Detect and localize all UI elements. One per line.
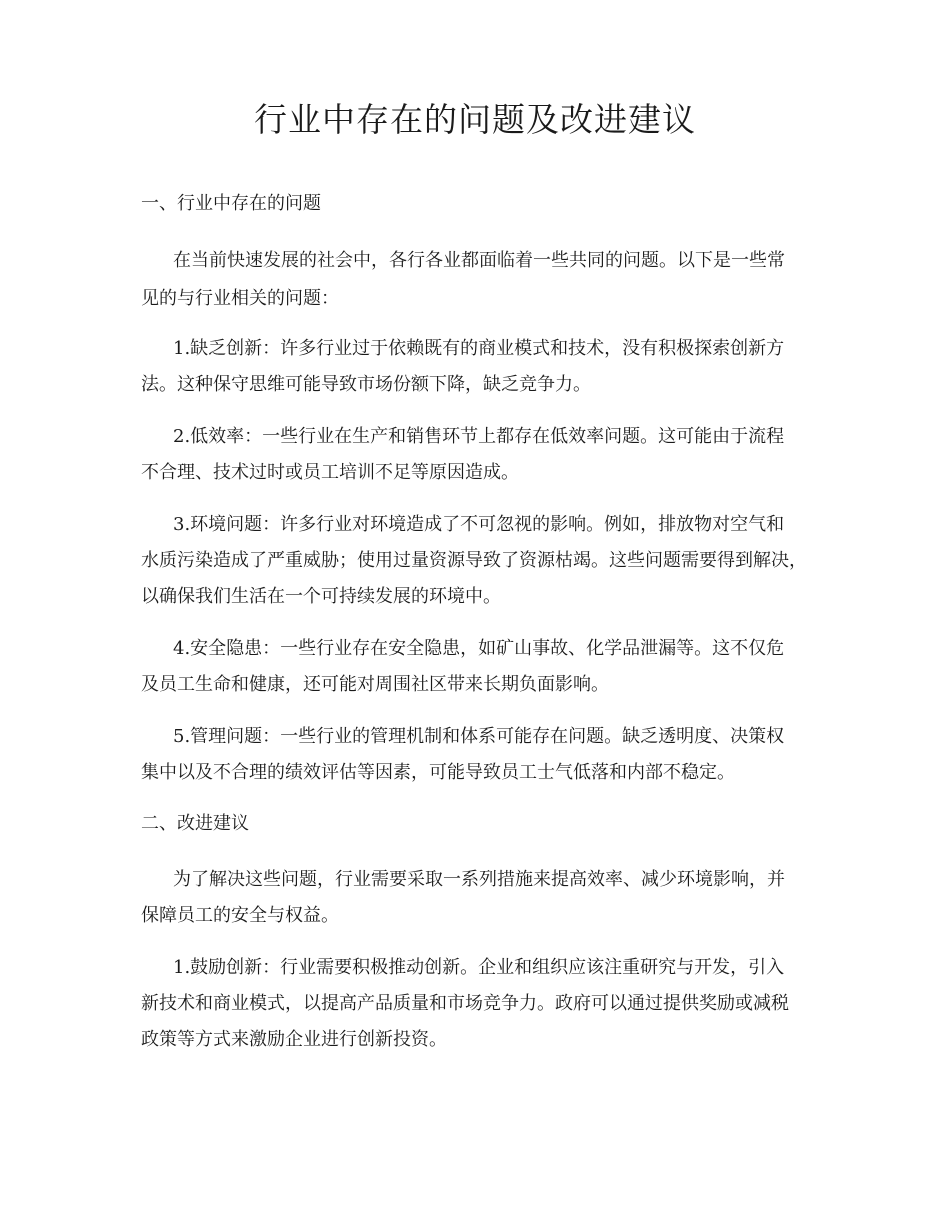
problem-item-innovation-line: 1.缺乏创新：许多行业过于依赖既有的商业模式和技术，没有积极探索创新方 [173,338,785,359]
problem-item-safety-line: 及员工生命和健康，还可能对周围社区带来长期负面影响。 [141,674,609,695]
paragraph-intro-line: 在当前快速发展的社会中，各行各业都面临着一些共同的问题。以下是一些常 [173,250,785,271]
suggestion-item-innovation-line: 政策等方式来激励企业进行创新投资。 [141,1029,447,1050]
problem-item-environment-line: 水质污染造成了严重威胁；使用过量资源导致了资源枯竭。这些问题需要得到解决， [141,550,807,571]
document-title: 行业中存在的问题及改进建议 [254,100,696,139]
suggestion-intro-line: 为了解决这些问题，行业需要采取一系列措施来提高效率、减少环境影响，并 [173,869,785,890]
paragraph-intro-line: 见的与行业相关的问题： [141,288,339,309]
problem-item-environment-line: 3.环境问题：许多行业对环境造成了不可忽视的影响。例如，排放物对空气和 [173,514,785,535]
problem-item-management-line: 集中以及不合理的绩效评估等因素，可能导致员工士气低落和内部不稳定。 [141,762,735,783]
section-heading-suggestions: 二、改进建议 [141,813,249,834]
problem-item-safety-line: 4.安全隐患：一些行业存在安全隐患，如矿山事故、化学品泄漏等。这不仅危 [173,638,785,659]
problem-item-efficiency-line: 2.低效率：一些行业在生产和销售环节上都存在低效率问题。这可能由于流程 [173,426,785,447]
suggestion-item-innovation-line: 1.鼓励创新：行业需要积极推动创新。企业和组织应该注重研究与开发，引入 [173,957,785,978]
section-heading-problems: 一、行业中存在的问题 [141,193,321,214]
problem-item-innovation-line: 法。这种保守思维可能导致市场份额下降，缺乏竞争力。 [141,374,591,395]
suggestion-item-innovation-line: 新技术和商业模式，以提高产品质量和市场竞争力。政府可以通过提供奖励或减税 [141,993,789,1014]
problem-item-environment-line: 以确保我们生活在一个可持续发展的环境中。 [141,586,501,607]
problem-item-efficiency-line: 不合理、技术过时或员工培训不足等原因造成。 [141,462,519,483]
suggestion-intro-line: 保障员工的安全与权益。 [141,905,339,926]
problem-item-management-line: 5.管理问题：一些行业的管理机制和体系可能存在问题。缺乏透明度、决策权 [173,726,785,747]
